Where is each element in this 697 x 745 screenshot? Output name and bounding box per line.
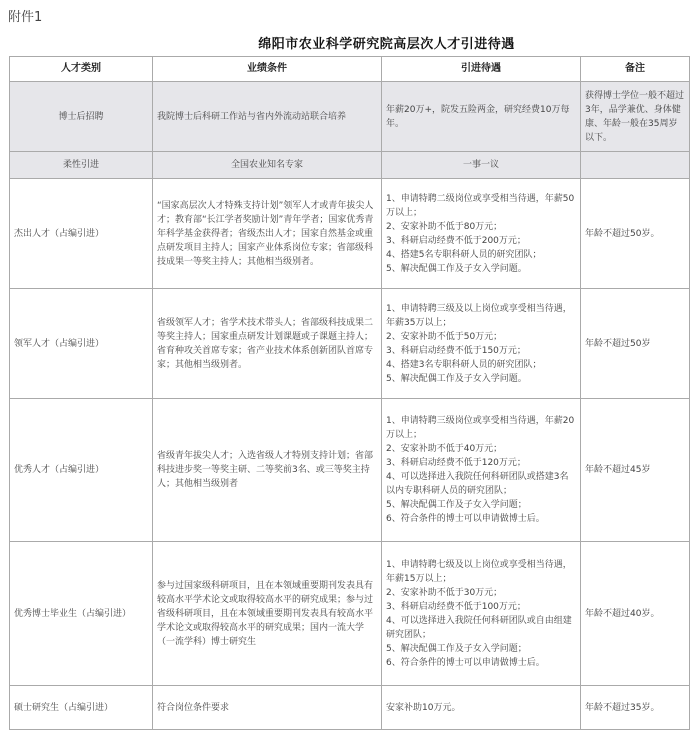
benefits-list (386, 414, 576, 526)
table-row (10, 686, 690, 730)
row-note: 获得博士学位一般不超过3年，品学兼优、身体健康、年龄一般在35周岁以下。 (581, 82, 690, 152)
list-item: 4、搭建3名专职科研人员的研究团队； (386, 359, 542, 370)
list-item: 6、符合条件的博士可以申请做博士后。 (386, 514, 545, 524)
row-conditions: 全国农业知名专家 (153, 152, 382, 179)
talent-benefits-table (9, 56, 690, 730)
row-conditions: 省级青年拔尖人才；入选省级人才特别支持计划；省部科技进步奖一等奖主研、二等奖前3名、或三等奖主持人；其他相当级别者 (153, 399, 382, 542)
annex-label: 附件1 (8, 10, 43, 25)
table-header-row (10, 57, 690, 82)
column-header-benefits: 引进待遇 (382, 57, 581, 82)
list-item: 4、可以选择进入我院任何科研团队或自由组建研究团队； (386, 615, 572, 640)
table-row (10, 82, 690, 152)
row-conditions: 符合岗位条件要求 (153, 686, 382, 730)
list-item: 2、安家补助不低于40万元； (386, 444, 503, 454)
column-header-category: 人才类别 (10, 57, 153, 82)
column-header-note: 备注 (581, 57, 690, 82)
row-conditions: 省级领军人才；省学术技术带头人；省部级科技成果二等奖主持人；国家重点研发计划课题或子课题主持人；省育种攻关首席专家；省产业技术体系创新团队首席专家；其他相当级别者。 (153, 289, 382, 399)
row-note (581, 152, 690, 179)
list-item: 4、可以选择进入我院任何科研团队或搭建3名以内专职科研人员的研究团队； (386, 472, 569, 496)
list-item: 3、科研启动经费不低于150万元； (386, 345, 526, 356)
row-conditions: 我院博士后科研工作站与省内外流动站联合培养 (153, 82, 382, 152)
list-item: 3、科研启动经费不低于100万元； (386, 601, 526, 612)
list-item: 3、科研启动经费不低于200万元； (386, 235, 526, 246)
row-category: 领军人才（占编引进） (10, 289, 153, 399)
list-item: 6、符合条件的博士可以申请做博士后。 (386, 657, 545, 668)
column-header-conditions: 业绩条件 (153, 57, 382, 82)
list-item: 1、申请特聘二级岗位或享受相当待遇，年薪50万以上； (386, 193, 575, 218)
row-benefits: 年薪20万+，院发五险两金，研究经费10万每年。 (382, 82, 581, 152)
table-row (10, 542, 690, 686)
row-category: 柔性引进 (10, 152, 153, 179)
benefits-list (386, 558, 576, 670)
list-item: 1、申请特聘七级及以上岗位或享受相当待遇，年薪15万以上； (386, 559, 572, 584)
page-title: 绵阳市农业科学研究院高层次人才引进待遇 (258, 37, 515, 52)
row-conditions: “国家高层次人才特殊支持计划”领军人才或青年拔尖人才；教育部“长江学者奖励计划”青年学者；国家优秀青年科学基金获得者；省级杰出人才；国家自然基金或重点研发项目主持人；国家产业体系岗位专家；省部级科技成果一等奖主持人；其他相当级别者。 (153, 179, 382, 289)
row-benefits (382, 542, 581, 686)
row-category: 博士后招聘 (10, 82, 153, 152)
row-note: 年龄不超过40岁。 (581, 542, 690, 686)
list-item: 1、申请特聘三级及以上岗位或享受相当待遇，年薪35万以上； (386, 303, 572, 328)
list-item: 2、安家补助不低于50万元； (386, 331, 503, 342)
list-item: 5、解决配偶工作及子女入学问题； (386, 500, 527, 510)
row-note: 年龄不超过35岁。 (581, 686, 690, 730)
table-row (10, 399, 690, 542)
row-note: 年龄不超过50岁。 (581, 179, 690, 289)
row-benefits (382, 399, 581, 542)
list-item: 5、解决配偶工作及子女入学问题； (386, 643, 527, 654)
benefits-list (386, 192, 576, 276)
table-row (10, 179, 690, 289)
list-item: 4、搭建5名专职科研人员的研究团队； (386, 249, 542, 260)
table-row (10, 152, 690, 179)
list-item: 5、解决配偶工作及子女入学问题。 (386, 263, 527, 274)
row-benefits (382, 289, 581, 399)
row-category: 杰出人才（占编引进） (10, 179, 153, 289)
row-conditions: 参与过国家级科研项目，且在本领域重要期刊发表具有较高水平学术论文或取得较高水平的研究成果；参与过省级科研项目，且在本领域重要期刊发表具有较高水平学术论文或取得较高水平的研究成果；国内一流大学（一流学科）博士研究生 (153, 542, 382, 686)
table-row (10, 289, 690, 399)
row-category: 硕士研究生（占编引进） (10, 686, 153, 730)
list-item: 1、申请特聘三级岗位或享受相当待遇，年薪20万以上； (386, 416, 575, 440)
row-benefits (382, 179, 581, 289)
list-item: 3、科研启动经费不低于120万元； (386, 458, 526, 468)
row-note: 年龄不超过45岁 (581, 399, 690, 542)
benefits-list (386, 302, 576, 386)
row-note: 年龄不超过50岁 (581, 289, 690, 399)
row-category: 优秀人才（占编引进） (10, 399, 153, 542)
list-item: 2、安家补助不低于30万元； (386, 587, 503, 598)
row-benefits: 一事一议 (382, 152, 581, 179)
list-item: 5、解决配偶工作及子女入学问题。 (386, 373, 527, 384)
row-category: 优秀博士毕业生（占编引进） (10, 542, 153, 686)
list-item: 2、安家补助不低于80万元； (386, 221, 503, 232)
row-benefits: 安家补助10万元。 (382, 686, 581, 730)
